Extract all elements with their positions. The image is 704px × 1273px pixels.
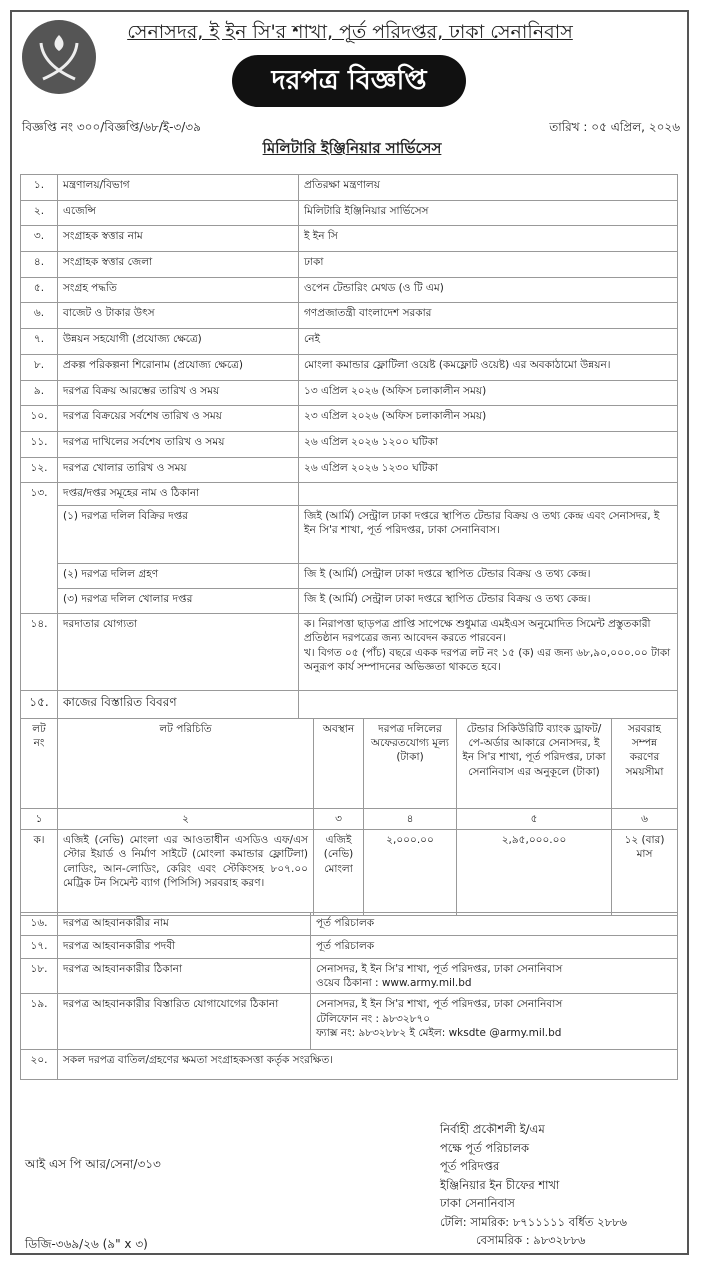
table-row: ১৪. দরদাতার যোগ্যতা ক। নিরাপত্তা ছাড়পত্র প্রাপ্তি সাপেক্ষে শুধুমাত্র এমইএস অনুমোদিত সিমেন্ট প্রস্তুতকারী প্রতিষ্ঠান দরপত্রের জন্য আবেদন করতে পারবেন। খ। বিগত ০৫ (পাঁচ) বছরে একক দরপত্র লট নং ১৫ (ক) এর জন্য ৬৮,৯০,০০০.০০ টাকা অনুরূপ কার্য সম্পাদনের অভিজ্ঞতা থাকতে হবে। [21, 614, 678, 691]
table-row: ৪. সংগ্রাহক স্বত্তার জেলা ঢাকা [21, 252, 678, 278]
notice-date: তারিখ : ০৫ এপ্রিল, ২০২৬ [549, 120, 680, 134]
table-row: ১১. দরপত্র দাখিলের সর্বশেষ তারিখ ও সময় ২৬ এপ্রিল ২০২৬ ১২০০ ঘটিকা [21, 431, 678, 457]
table-row: ৭. উন্নয়ন সহযোগী (প্রযোজ্য ক্ষেত্রে) নেই [21, 329, 678, 355]
website-link[interactable]: ওয়েব ঠিকানা : www.army.mil.bd [316, 977, 472, 990]
table-row: ৮. প্রকল্প পরিকল্পনা শিরোনাম (প্রযোজ্য ক্ষেত্রে) মোংলা কমান্ডার ফ্লোটিলা ওয়েষ্ট (কমফ্লোট ওয়েষ্ট) এর অবকাঠামো উন্নয়ন। [21, 354, 678, 380]
table-row: ৩. সংগ্রাহক স্বত্তার নাম ই ইন সি [21, 226, 678, 252]
office-heading: সেনাসদর, ই ইন সি'র শাখা, পূর্ত পরিদপ্তর, ঢাকা সেনানিবাস [127, 21, 573, 43]
table-row: (২) দরপত্র দলিল গ্রহণ জি ই (আর্মি) সেন্ট্রাল ঢাকা দপ্তরে স্থাপিত টেন্ডার বিক্রয় ও তথ্য কেন্দ্র। [21, 564, 678, 589]
reference-number: বিজ্ঞপ্তি নং ৩০০/বিজ্ঞপ্তি/৬৮/ই-৩/৩৯ [22, 120, 201, 134]
lot-header-row: লট নং লট পরিচিতি অবস্থান দরপত্র দলিলের অফেরতযোগ্য মূল্য (টাকা) টেন্ডার সিকিউরিটি ব্যাংক ড্রাফট/পে-অর্ডার আকারে সেনাসদর, ই ইন সি'র শাখা, পূর্ত পরিদপ্তর, ঢাকা সেনানিবাস এর অনুকূলে (টাকা) সরবরাহ সম্পন্ন করণের সময়সীমা [21, 719, 678, 809]
table-row: ১৬. দরপত্র আহবানকারীর নাম পূর্ত পরিচালক [21, 913, 678, 936]
ispr-number: আই এস পি আর/সেনা/৩১৩ [25, 1157, 161, 1171]
contact-table [20, 912, 678, 1080]
table-row: ১. মন্ত্রণালয়/বিভাগ প্রতিরক্ষা মন্ত্রণালয় [21, 175, 678, 201]
fax-email[interactable]: ফ্যাক্স নং: ৯৮৩২৮৮২ ই মেইল: wksdte @army.mil.bd [316, 1026, 562, 1039]
column-number-row: ১ ২ ৩ ৪ ৫ ৬ [21, 809, 678, 830]
dg-number: ডিজি-৩৬৯/২৬ (৯" x ৩) [25, 1237, 148, 1251]
table-row: ২০. সকল দরপত্র বাতিল/গ্রহণের ক্ষমতা সংগ্রাহকসত্তা কর্তৃক সংরক্ষিত। [21, 1050, 678, 1080]
table-row: ১৫. কাজের বিস্তারিত বিবরণ [21, 691, 678, 719]
table-row: ১০. দরপত্র বিক্রয়ের সর্বশেষ তারিখ ও সময় ২৩ এপ্রিল ২০২৬ (অফিস চলাকালীন সময়) [21, 406, 678, 432]
army-emblem-logo [22, 20, 96, 94]
table-row: ২. এজেন্সি মিলিটারি ইঞ্জিনিয়ার সার্ভিসেস [21, 200, 678, 226]
signature-block: নির্বাহী প্রকৌশলী ই/এম পক্ষে পূর্ত পরিচালক পূর্ত পরিদপ্তর ইঞ্জিনিয়ার ইন চীফের শাখা ঢাকা সেনানিবাস টেলি: সামরিক: ৮৭১১১১১ বর্ধিত ২৮৮৬ বেসামরিক : ৯৮৩২৮৮৬ [440, 1122, 628, 1247]
table-row: ৬. বাজেট ও টাকার উৎস গণপ্রজাতন্ত্রী বাংলাদেশ সরকার [21, 303, 678, 329]
table-row: (৩) দরপত্র দলিল খোলার দপ্তর জি ই (আর্মি) সেন্ট্রাল ঢাকা দপ্তরে স্থাপিত টেন্ডার বিক্রয় ও তথ্য কেন্দ্র। [21, 589, 678, 614]
info-table [20, 174, 678, 719]
lot-table [20, 718, 678, 916]
table-row: ১৭. দরপত্র আহবানকারীর পদবী পূর্ত পরিচালক [21, 936, 678, 959]
notice-title: দরপত্র বিজ্ঞপ্তি [232, 55, 466, 107]
table-row: ৯. দরপত্র বিক্রয় আরম্ভের তারিখ ও সময় ১৩ এপ্রিল ২০২৬ (অফিস চলাকালীন সময়) [21, 380, 678, 406]
subtitle: মিলিটারি ইঞ্জিনিয়ার সার্ভিসেস [262, 139, 442, 157]
table-row: ৫. সংগ্রহ পদ্ধতি ওপেন টেন্ডারিং মেথড (ও টি এম) [21, 277, 678, 303]
table-row: ১৯. দরপত্র আহবানকারীর বিস্তারিত যোগাযোগের ঠিকানা সেনাসদর, ই ইন সি'র শাখা, পূর্ত পরিদপ্তর, ঢাকা সেনানিবাস টেলিফোন নং : ৯৮৩২৮৭০ ফ্যাক্স নং: ৯৮৩২৮৮২ ই মেইল: wksdte @army.mil.bd [21, 994, 678, 1050]
table-row: (১) দরপত্র দলিল বিক্রির দপ্তর জিই (আর্মি) সেন্ট্রাল ঢাকা দপ্তরে স্থাপিত টেন্ডার বিক্রয় ও তথ্য কেন্দ্র এবং সেনাসদর, ই ইন সি'র শাখা, পূর্ত পরিদপ্তর, ঢাকা সেনানিবাস। [21, 506, 678, 564]
table-row: ১৮. দরপত্র আহবানকারীর ঠিকানা সেনাসদর, ই ইন সি'র শাখা, পূর্ত পরিদপ্তর, ঢাকা সেনানিবাস ওয়েব ঠিকানা : www.army.mil.bd [21, 959, 678, 994]
table-row: ১৩. দপ্তর/দপ্তর সমূহের নাম ও ঠিকানা [21, 483, 678, 506]
lot-row: ক। এজিই (নেভি) মোংলা এর আওতাধীন এসডিও এফ/এস স্টোর ইয়ার্ড ও নির্মাণ সাইটে (মোংলা কমান্ডার ফ্লোটিলা) লোডিং, আন-লোডিং, কেরিং এবং স্টেকিংসহ ৮০৭.০০ মেট্রিক টন সিমেন্ট ব্যাগ (পিসিসি) সরবরাহ করণ। এজিই (নেভি) মোংলা ২,০০০.০০ ২,৯৫,০০০.০০ ১২ (বার) মাস [21, 830, 678, 916]
table-row: ১২. দরপত্র খোলার তারিখ ও সময় ২৬ এপ্রিল ২০২৬ ১২৩০ ঘটিকা [21, 457, 678, 483]
